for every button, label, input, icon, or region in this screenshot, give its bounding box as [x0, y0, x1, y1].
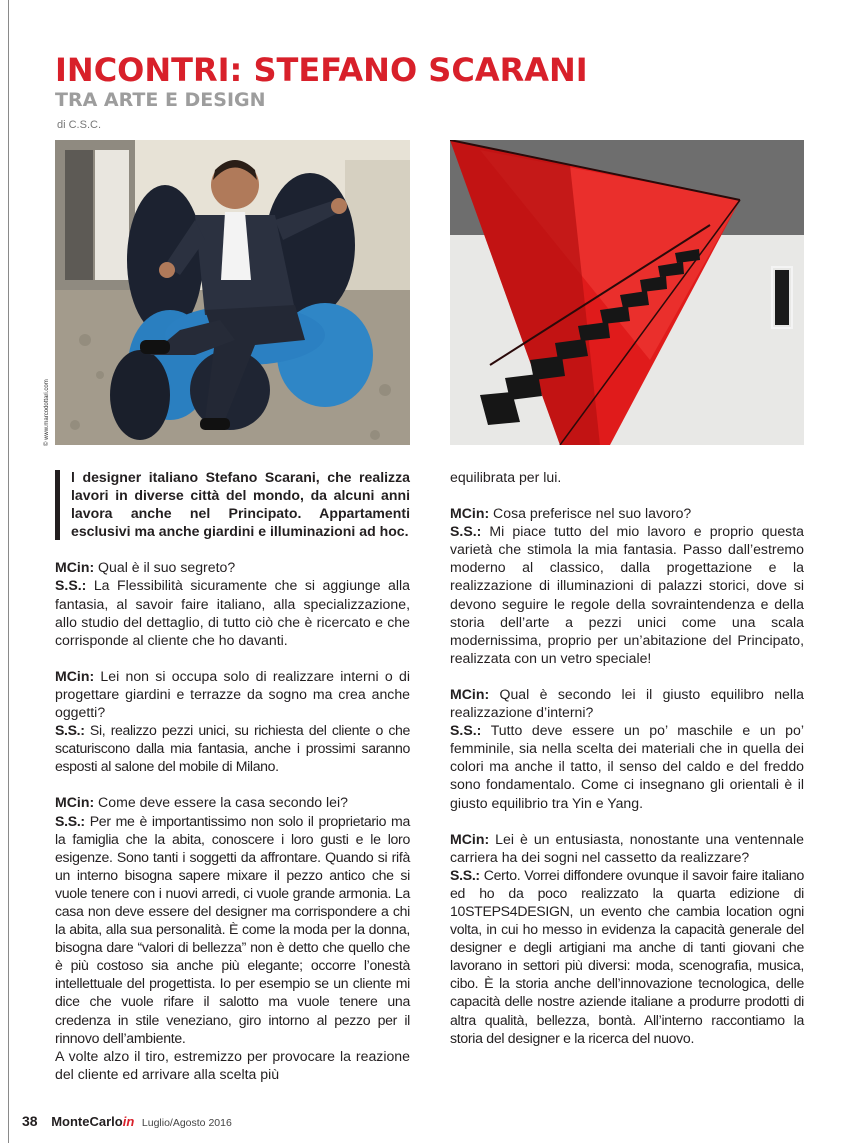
answer: S.S.: Per me è importantissimo non solo il proprietario ma la famiglia che la abita, conoscere i loro gusti e le loro esigenze. Sono tanti i soggetti da affrontare. Quando si rifà un interno bisogna sapere mixare il pezzo antico che si vuole tenere con i nuovi arredi, ci vuole grande armonia. La casa non deve essere del designer ma corrispondere a chi la abita, alla sua personalità. È come la moda per la donna, bisogna dare “valori di bellezza” non è detto che quello che è più costoso sia anche più elegante; occorre l’onestà intellettuale del progettista. Io per esempio se un cliente mi dice che vuole rifare il salotto ma vuole tenere una credenza in stile veneziano, giro intorno al pezzo per il rinnovo dell’ambiente.	[55, 812, 410, 1046]
question: MCin: Qual è il suo segreto?	[55, 559, 236, 576]
answer-continued: A volte alzo il tiro, estremizzo per provocare la reazione del cliente ed arrivare alla scelta più	[55, 1047, 410, 1082]
staircase-photo	[450, 140, 804, 445]
article-intro: l designer italiano Stefano Scarani, che realizza lavori in diverse città del mondo, da alcuni anni lavora anche nel Principato. Appartamenti esclusivi ma anche giardini e illuminazioni ad hoc.	[55, 468, 410, 540]
page-edge-line	[8, 0, 9, 1143]
page-footer	[22, 1113, 232, 1129]
page-number: 38	[22, 1113, 38, 1129]
answer: S.S.: Tutto deve essere un po’ maschile e un po’ femminile, sia nella scelta dei materiali che in quella dei colori ma anche il tatto, il senso del caldo e del freddo sono fondamentalo. Come ci insegnano gli orientali è il giusto equilibrio tra Yin e Yang.	[450, 722, 804, 811]
answer: S.S.: Si, realizzo pezzi unici, su richiesta del cliente o che scaturiscono dalla mia fantasia, anche i prossimi saranno esposti al salone del mobile di Milano.	[55, 722, 410, 775]
issue-date: Luglio/Agosto 2016	[141, 1117, 232, 1129]
answer: S.S.: Mi piace tutto del mio lavoro e proprio questa varietà che stimola la mia fantasia. Passo dall’estremo moderno al classico, dalla progettazione e la realizzazione di illuminazioni di palazzi storici, dove si devono seguire le regole della sovraintendenza e della storia dell’arte a pezzi unici come una scala modernissima, proprio per un’abitazione del Principato, realizzata con un vetro speciale!	[450, 523, 804, 666]
question: MCin: Qual è secondo lei il giusto equilibro nella realizzazione d’interni?	[450, 685, 804, 721]
article-column-right	[450, 468, 804, 1047]
article-subtitle: TRA ARTE E DESIGN	[55, 89, 266, 111]
answer: S.S.: Certo. Vorrei diffondere ovunque il savoir faire italiano ed ho da poco realizzato la quarta edizione di 10STEPS4DESIGN, un evento che cambia location ogni volta, in cui ho messo in evidenza la capacità generale del designer e degli artigiani ma anche di tanti giovani che lavorano in settori più diversi: moda, scenografia, musica, cibo. È la storia anche dell’innovazione tecnologica, delle capacità delle nostre aziende italiane a produrre prodotti di altra qualità, bellezza, bontà. All’interno raccontiamo la storia del designer e la ricerca del nuovo.	[450, 866, 804, 1046]
byline: di C.S.C.	[57, 119, 102, 131]
question: MCin: Lei è un entusiasta, nonostante una ventennale carriera ha dei sogni nel cassetto da realizzare?	[450, 830, 804, 865]
designer-photo	[55, 140, 410, 445]
photo-credit: © www.marcodottari.com	[44, 379, 50, 446]
answer-continued: equilibrata per lui.	[450, 469, 562, 485]
magazine-brand: MonteCarloin	[51, 1114, 135, 1129]
question: MCin: Lei non si occupa solo di realizzare interni o di progettare giardini e terrazze da sogno ma crea anche oggetti?	[55, 667, 410, 721]
question: MCin: Come deve essere la casa secondo lei?	[55, 794, 348, 811]
article-column-left	[55, 468, 410, 1083]
drop-cap-i	[55, 470, 60, 540]
article-title: INCONTRI: STEFANO SCARANI	[55, 51, 588, 89]
answer: S.S.: La Flessibilità sicuramente che si aggiunge alla fantasia, al savoir faire italiano, alla specializzazione, allo studio del dettaglio, di tutto ciò che è ricercato e che corrisponde al cliente che ho davanti.	[55, 577, 410, 648]
question: MCin: Cosa preferisce nel suo lavoro?	[450, 505, 692, 522]
